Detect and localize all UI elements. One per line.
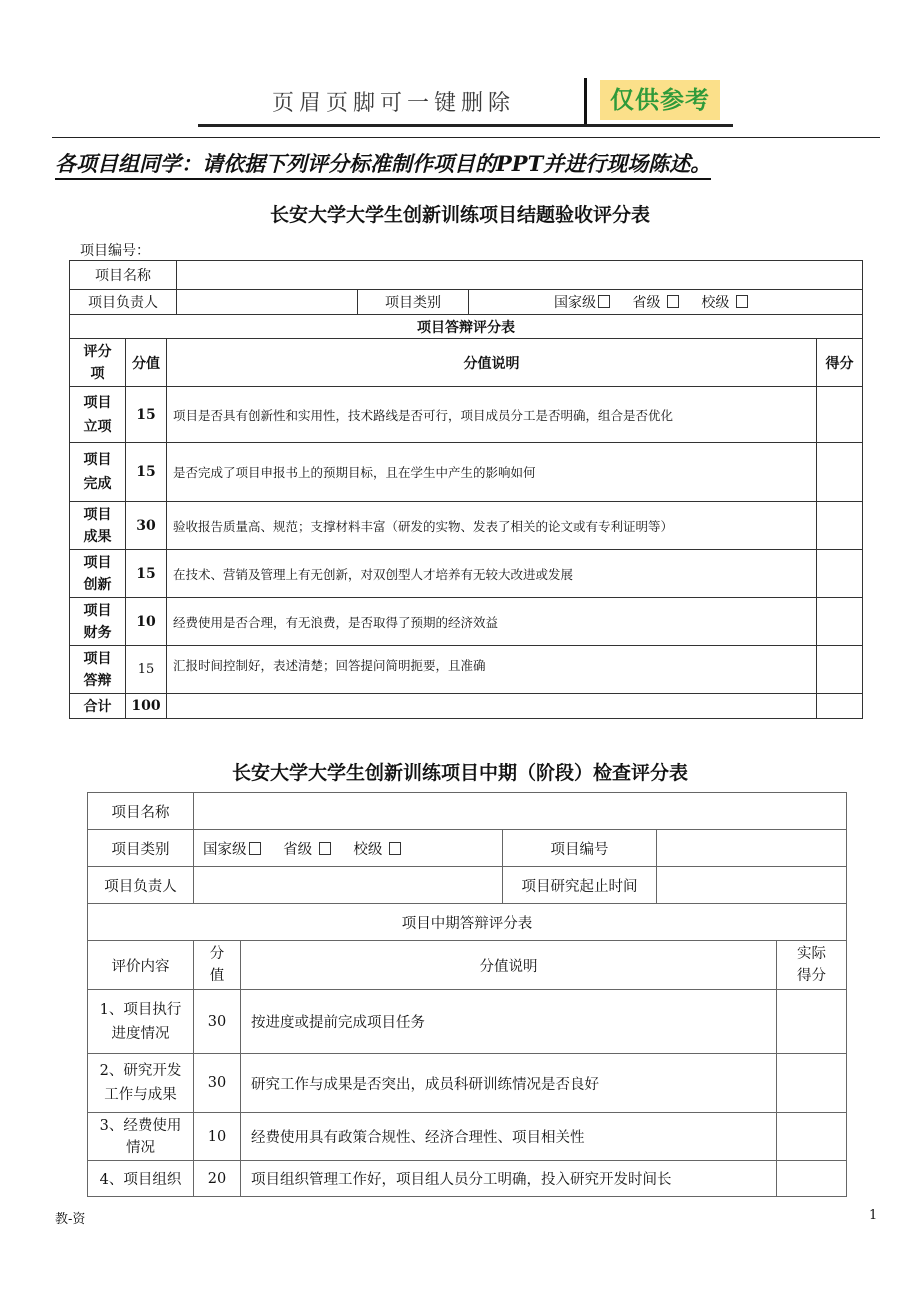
- level-label: 省级: [283, 841, 313, 858]
- row-desc: 经费使用是否合理，有无浪费，是否取得了预期的经济效益: [167, 598, 817, 646]
- section-title: 项目中期答辩评分表: [88, 904, 847, 941]
- row-got-cell[interactable]: [777, 1113, 847, 1161]
- row-item-text: 2、研究开发工作与成果: [99, 1063, 182, 1103]
- header-rule-full: [52, 137, 880, 138]
- total-got-cell[interactable]: [817, 694, 863, 719]
- level-national[interactable]: [203, 842, 261, 858]
- row-got-cell[interactable]: [817, 502, 863, 550]
- table-row: [70, 646, 863, 694]
- checkbox-icon[interactable]: [319, 842, 331, 855]
- reference-only-badge: 仅供参考: [600, 80, 720, 120]
- col-header-item: [70, 339, 126, 387]
- row-desc: 项目组织管理工作好，项目组人员分工明确，投入研究开发时间长: [241, 1161, 777, 1197]
- level-label: 校级: [701, 295, 730, 311]
- table-row: [88, 1161, 847, 1197]
- col-header-desc: 分值说明: [241, 941, 777, 990]
- col-header-got: [777, 941, 847, 990]
- level-national[interactable]: [554, 295, 610, 311]
- instruction-text: 各项目组同学：请依据下列评分标准制作项目的PPT并进行现场陈述。: [55, 148, 711, 180]
- header-text: 评分项: [83, 343, 112, 382]
- page-number: 1: [869, 1208, 878, 1223]
- row-got-cell[interactable]: [817, 387, 863, 443]
- row-item-text: 项目完成: [83, 452, 112, 492]
- row-desc: 是否完成了项目申报书上的预期目标，且在学生中产生的影响如何: [167, 443, 817, 502]
- name-input-cell[interactable]: [177, 261, 863, 290]
- project-no-input-cell[interactable]: [657, 830, 847, 867]
- row-item: [70, 443, 126, 502]
- checkbox-icon[interactable]: [667, 295, 679, 308]
- checkbox-icon[interactable]: [736, 295, 748, 308]
- midterm-check-table: [87, 792, 847, 1197]
- header-text: 分值: [209, 946, 225, 984]
- leader-label: 项目负责人: [88, 867, 194, 904]
- row-item: 4、项目组织: [88, 1161, 194, 1197]
- form1-project-no-label: 项目编号：: [80, 243, 150, 259]
- col-header-score: 分值: [126, 339, 167, 387]
- row-item: [70, 387, 126, 443]
- period-label: 项目研究起止时间: [503, 867, 657, 904]
- row-score: 10: [126, 598, 167, 646]
- row-item-text: 3、经费使用情况: [99, 1117, 182, 1156]
- level-provincial[interactable]: [283, 842, 331, 858]
- level-label: 国家级: [554, 295, 596, 311]
- row-score: 15: [126, 443, 167, 502]
- total-row: [70, 694, 863, 719]
- category-options: [194, 830, 503, 867]
- row-item: [70, 550, 126, 598]
- row-item: [88, 1054, 194, 1113]
- row-score: 10: [194, 1113, 241, 1161]
- row-got-cell[interactable]: [817, 598, 863, 646]
- header-divider: [584, 78, 587, 126]
- row-item: [70, 598, 126, 646]
- row-desc: 研究工作与成果是否突出，成员科研训练情况是否良好: [241, 1054, 777, 1113]
- period-input-cell[interactable]: [657, 867, 847, 904]
- row-got-cell[interactable]: [817, 443, 863, 502]
- total-score: 100: [126, 694, 167, 719]
- row-desc: 按进度或提前完成项目任务: [241, 990, 777, 1054]
- row-score: 15: [126, 550, 167, 598]
- total-desc-cell: [167, 694, 817, 719]
- row-desc: 项目是否具有创新性和实用性，技术路线是否可行，项目成员分工是否明确，组合是否优化: [167, 387, 817, 443]
- row-item: [88, 990, 194, 1054]
- name-label: 项目名称: [70, 261, 177, 290]
- row-item-text: 1、项目执行进度情况: [99, 1001, 182, 1042]
- row-item-text: 项目答辩: [83, 650, 112, 689]
- level-label: 校级: [353, 841, 383, 858]
- header-rule: [198, 124, 733, 127]
- row-got-cell[interactable]: [777, 990, 847, 1054]
- name-label: 项目名称: [88, 793, 194, 830]
- category-label: 项目类别: [358, 290, 469, 315]
- checkbox-icon[interactable]: [389, 842, 401, 855]
- row-item-text: 项目成果: [83, 506, 112, 545]
- header-text: 实际得分: [797, 946, 827, 984]
- row-got-cell[interactable]: [817, 646, 863, 694]
- leader-label: 项目负责人: [70, 290, 177, 315]
- table-row: [88, 990, 847, 1054]
- leader-input-cell[interactable]: [177, 290, 358, 315]
- leader-input-cell[interactable]: [194, 867, 503, 904]
- col-header-item: 评价内容: [88, 941, 194, 990]
- col-header-score: [194, 941, 241, 990]
- checkbox-icon[interactable]: [598, 295, 610, 308]
- row-score: 15: [126, 387, 167, 443]
- level-school[interactable]: [701, 295, 747, 311]
- form2-title: 长安大学大学生创新训练项目中期（阶段）检查评分表: [231, 762, 688, 784]
- table-row: [70, 598, 863, 646]
- table-row: [88, 1054, 847, 1113]
- row-item-text: 项目立项: [83, 394, 112, 435]
- category-options: [469, 290, 863, 315]
- table-row: [70, 387, 863, 443]
- level-provincial[interactable]: [632, 295, 678, 311]
- row-desc: 在技术、营销及管理上有无创新，对双创型人才培养有无较大改进或发展: [167, 550, 817, 598]
- row-item-text: 项目财务: [83, 602, 112, 641]
- row-desc: 验收报告质量高、规范；支撑材料丰富（研发的实物、发表了相关的论文或有专利证明等）: [167, 502, 817, 550]
- row-item-text: 项目创新: [83, 554, 112, 593]
- header-watermark-text: 页眉页脚可一键删除: [272, 91, 516, 116]
- row-score: 20: [194, 1161, 241, 1197]
- level-label: 国家级: [203, 841, 247, 858]
- col-header-desc: 分值说明: [167, 339, 817, 387]
- project-no-label: 项目编号: [503, 830, 657, 867]
- section-title: 项目答辩评分表: [70, 315, 863, 339]
- final-acceptance-table: [69, 260, 863, 719]
- level-label: 省级: [632, 295, 661, 311]
- name-input-cell[interactable]: [194, 793, 847, 830]
- row-got-cell[interactable]: [817, 550, 863, 598]
- row-desc: 经费使用具有政策合规性、经济合理性、项目相关性: [241, 1113, 777, 1161]
- level-school[interactable]: [353, 842, 401, 858]
- row-score: 15: [126, 646, 167, 694]
- row-item: [88, 1113, 194, 1161]
- row-got-cell[interactable]: [777, 1054, 847, 1113]
- row-item: [70, 502, 126, 550]
- form1-title: 长安大学大学生创新训练项目结题验收评分表: [269, 204, 650, 226]
- table-row: [70, 443, 863, 502]
- col-header-got: 得分: [817, 339, 863, 387]
- row-item: [70, 646, 126, 694]
- total-label: 合计: [70, 694, 126, 719]
- row-got-cell[interactable]: [777, 1161, 847, 1197]
- row-desc: 汇报时间控制好，表述清楚；回答提问简明扼要，且准确: [167, 646, 817, 694]
- row-score: 30: [194, 990, 241, 1054]
- category-label: 项目类别: [88, 830, 194, 867]
- footer-label: 教-资: [55, 1212, 86, 1227]
- row-score: 30: [194, 1054, 241, 1113]
- checkbox-icon[interactable]: [249, 842, 261, 855]
- table-row: [88, 1113, 847, 1161]
- row-score: 30: [126, 502, 167, 550]
- table-row: [70, 550, 863, 598]
- table-row: [70, 502, 863, 550]
